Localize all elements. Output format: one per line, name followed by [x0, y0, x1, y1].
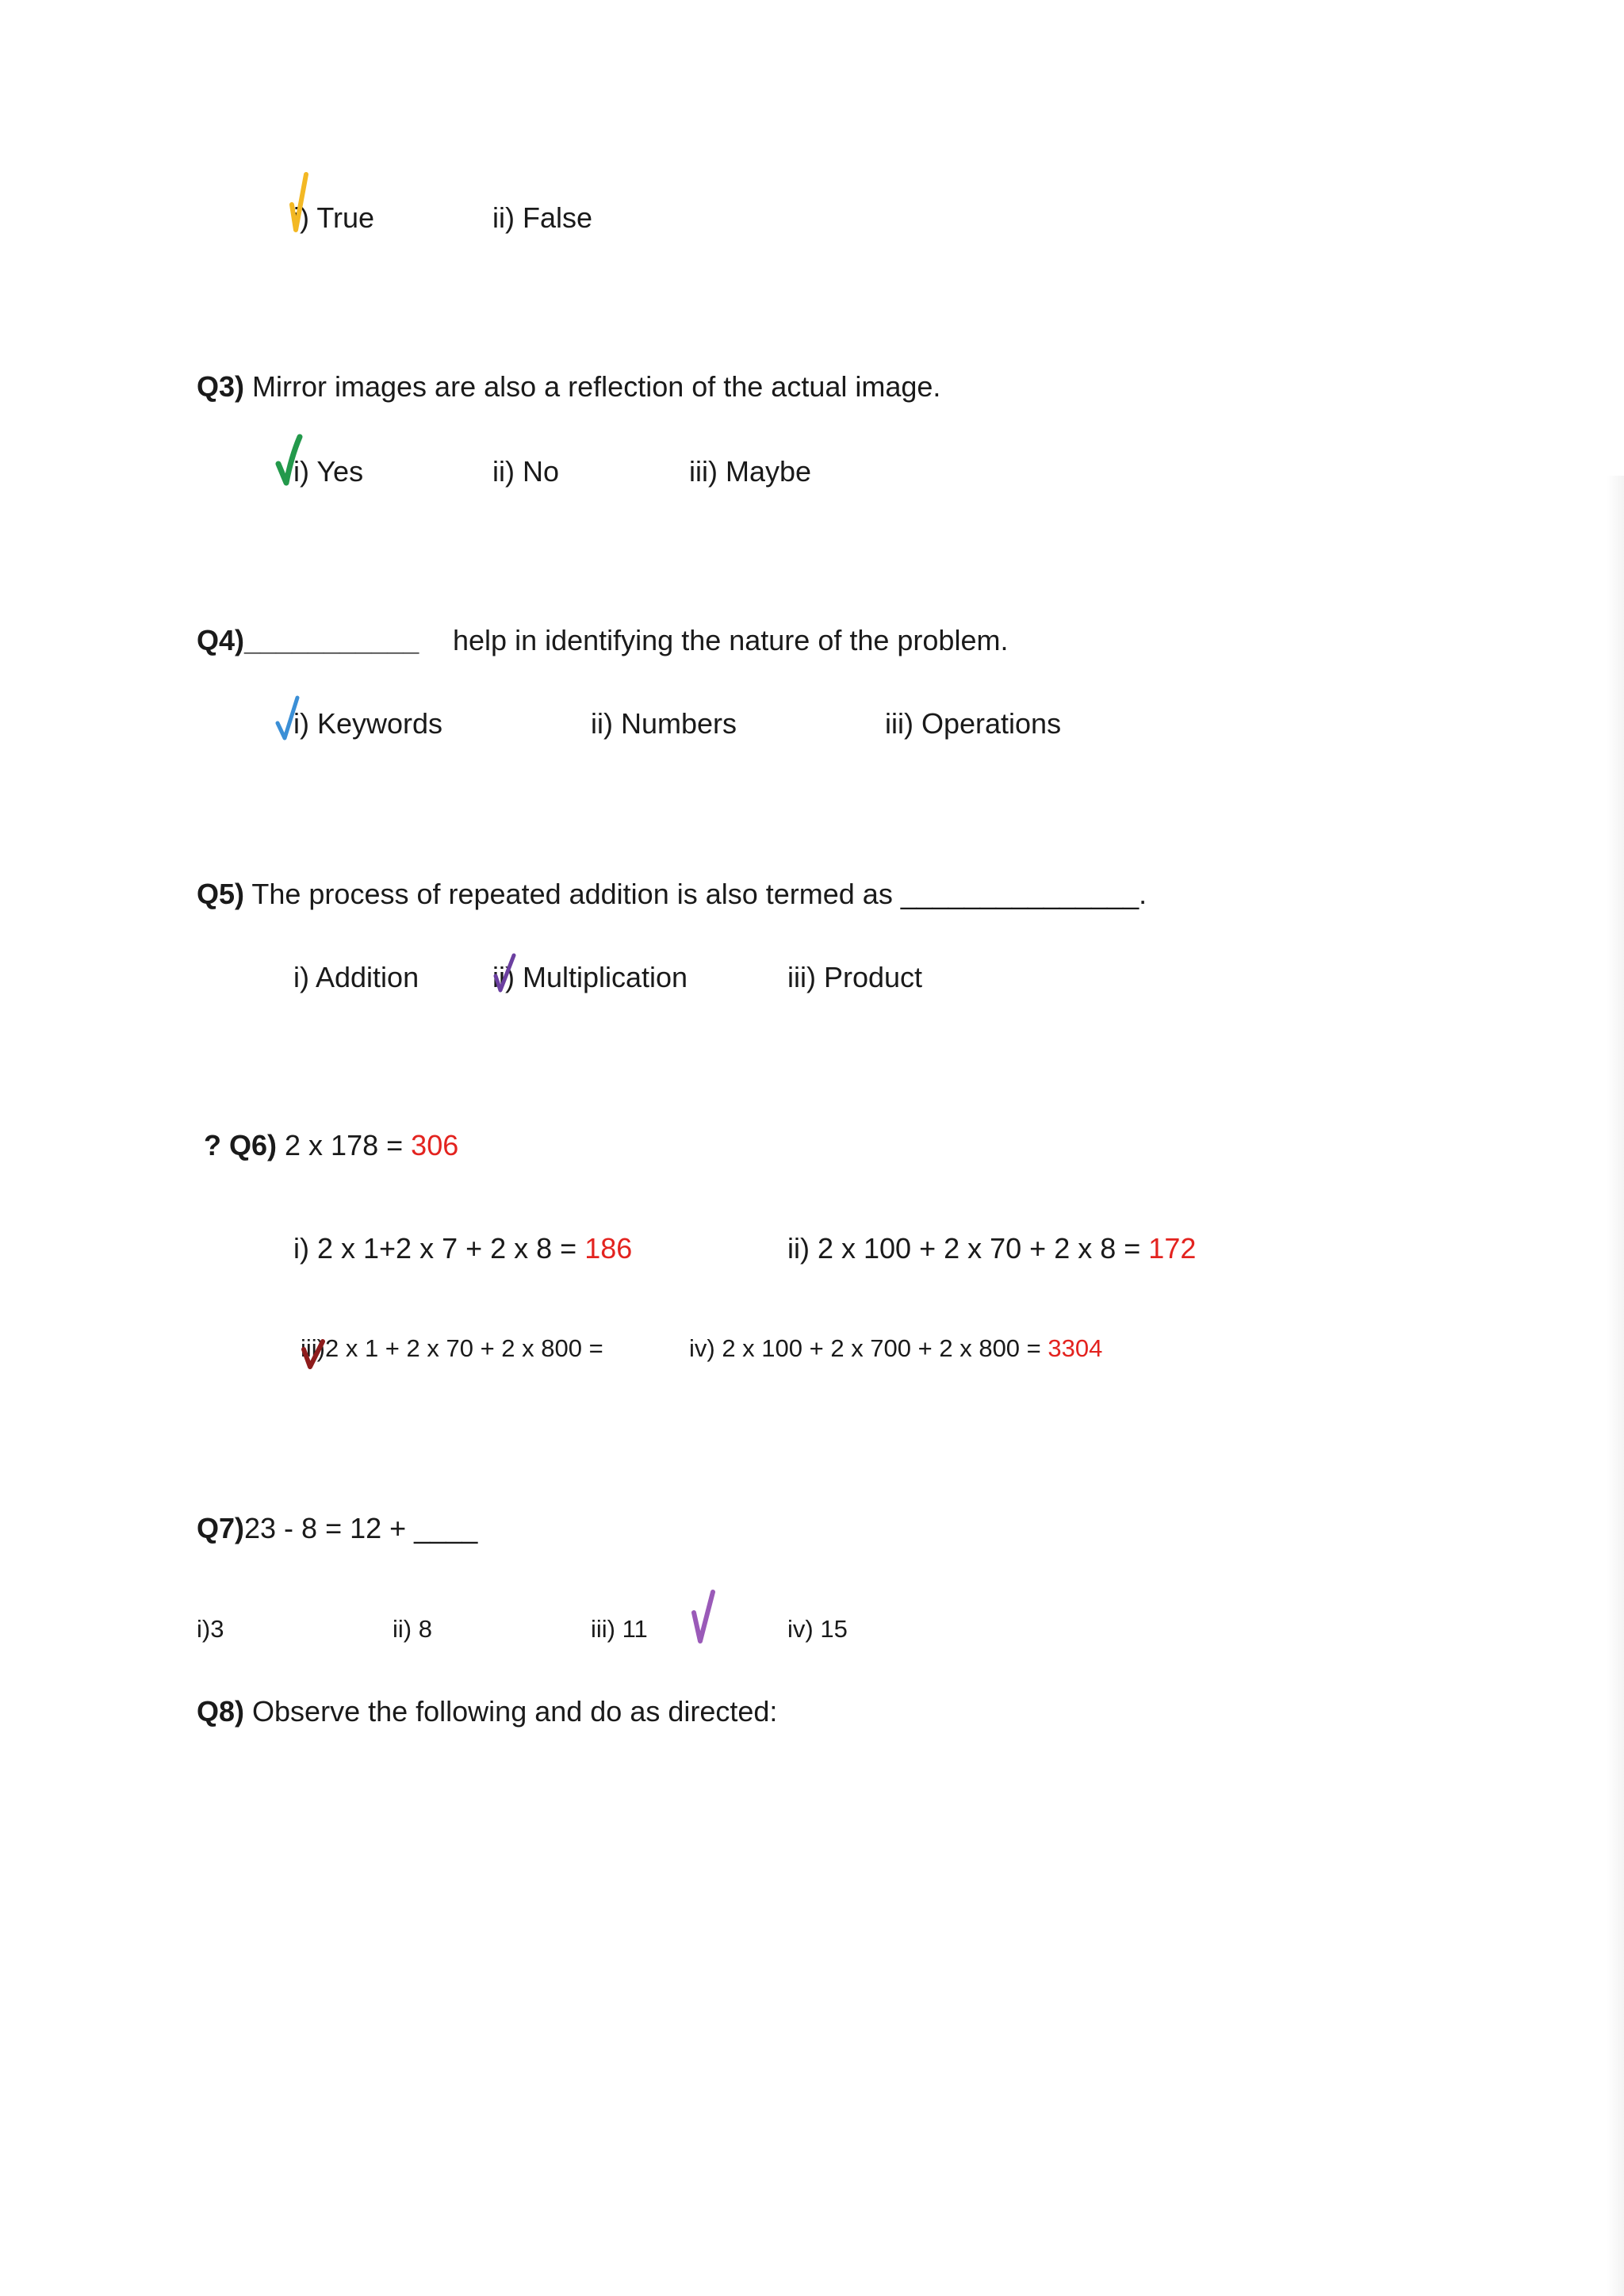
q2-option-2: ii) False: [492, 201, 593, 234]
q6-option-1: [293, 1231, 632, 1266]
q5-option-1: i) Addition: [293, 961, 419, 993]
question-5: [197, 877, 1147, 912]
question-text: Mirror images are also a reflection of the actual image.: [252, 370, 941, 403]
blue-check-icon: [275, 695, 302, 741]
question-text: 23 - 8 = 12 + ____: [244, 1512, 478, 1544]
green-check-icon: [275, 434, 305, 487]
q4-option-1: i) Keywords: [293, 707, 443, 740]
question-number: Q5): [197, 878, 245, 910]
option-text: iv) 2 x 100 + 2 x 700 + 2 x 800 =: [689, 1334, 1041, 1362]
question-3: [197, 369, 940, 404]
q2-option-1: i) True: [293, 201, 375, 234]
q6-option-3: [301, 1334, 603, 1364]
q4-option-2: ii) Numbers: [591, 707, 737, 740]
q7-option-2: ii) 8: [393, 1615, 432, 1643]
red-check-icon: [301, 1337, 327, 1372]
purple-check-icon: [689, 1589, 718, 1647]
q7-option-3: iii) 11: [591, 1615, 648, 1643]
question-6: [204, 1128, 458, 1163]
written-answer: 3304: [1048, 1334, 1103, 1362]
q3-option-2: ii) No: [492, 455, 560, 488]
yellow-check-icon: [285, 170, 314, 235]
q3-option-3: iii) Maybe: [689, 455, 812, 488]
q5-option-2: ii) Multiplication: [492, 961, 688, 993]
written-answer: 172: [1148, 1232, 1197, 1265]
question-number: ? Q6): [204, 1129, 278, 1161]
option-text: ii) 2 x 100 + 2 x 70 + 2 x 8 =: [787, 1232, 1141, 1265]
question-4-text: help in identifying the nature of the problem.: [453, 624, 1009, 656]
q7-option-1: i)3: [197, 1615, 224, 1643]
q4-option-3: iii) Operations: [885, 707, 1062, 740]
question-7: [197, 1511, 477, 1546]
option-text: i) 2 x 1+2 x 7 + 2 x 8 =: [293, 1232, 577, 1265]
q6-option-4: [689, 1334, 1102, 1364]
q5-option-3: iii) Product: [787, 961, 923, 993]
purple-check-icon: [492, 952, 518, 993]
question-text: Observe the following and do as directed:: [252, 1695, 778, 1728]
question-number: Q8): [197, 1695, 245, 1728]
question-number: Q4)___________: [197, 624, 419, 656]
written-answer: 306: [411, 1129, 459, 1161]
question-number: Q7): [197, 1512, 245, 1544]
question-text: 2 x 178 =: [285, 1129, 404, 1161]
q7-option-4: iv) 15: [787, 1615, 848, 1643]
page-edge-shadow: [1607, 476, 1624, 2296]
question-number: Q3): [197, 370, 245, 403]
question-text: The process of repeated addition is also termed as _______________.: [251, 878, 1147, 910]
option-text: iii)2 x 1 + 2 x 70 + 2 x 800 =: [301, 1334, 603, 1362]
question-8: [197, 1694, 777, 1729]
q6-option-2: [787, 1231, 1196, 1266]
q3-option-1: i) Yes: [293, 455, 364, 488]
question-4-number: [197, 623, 419, 658]
written-answer: 186: [584, 1232, 633, 1265]
